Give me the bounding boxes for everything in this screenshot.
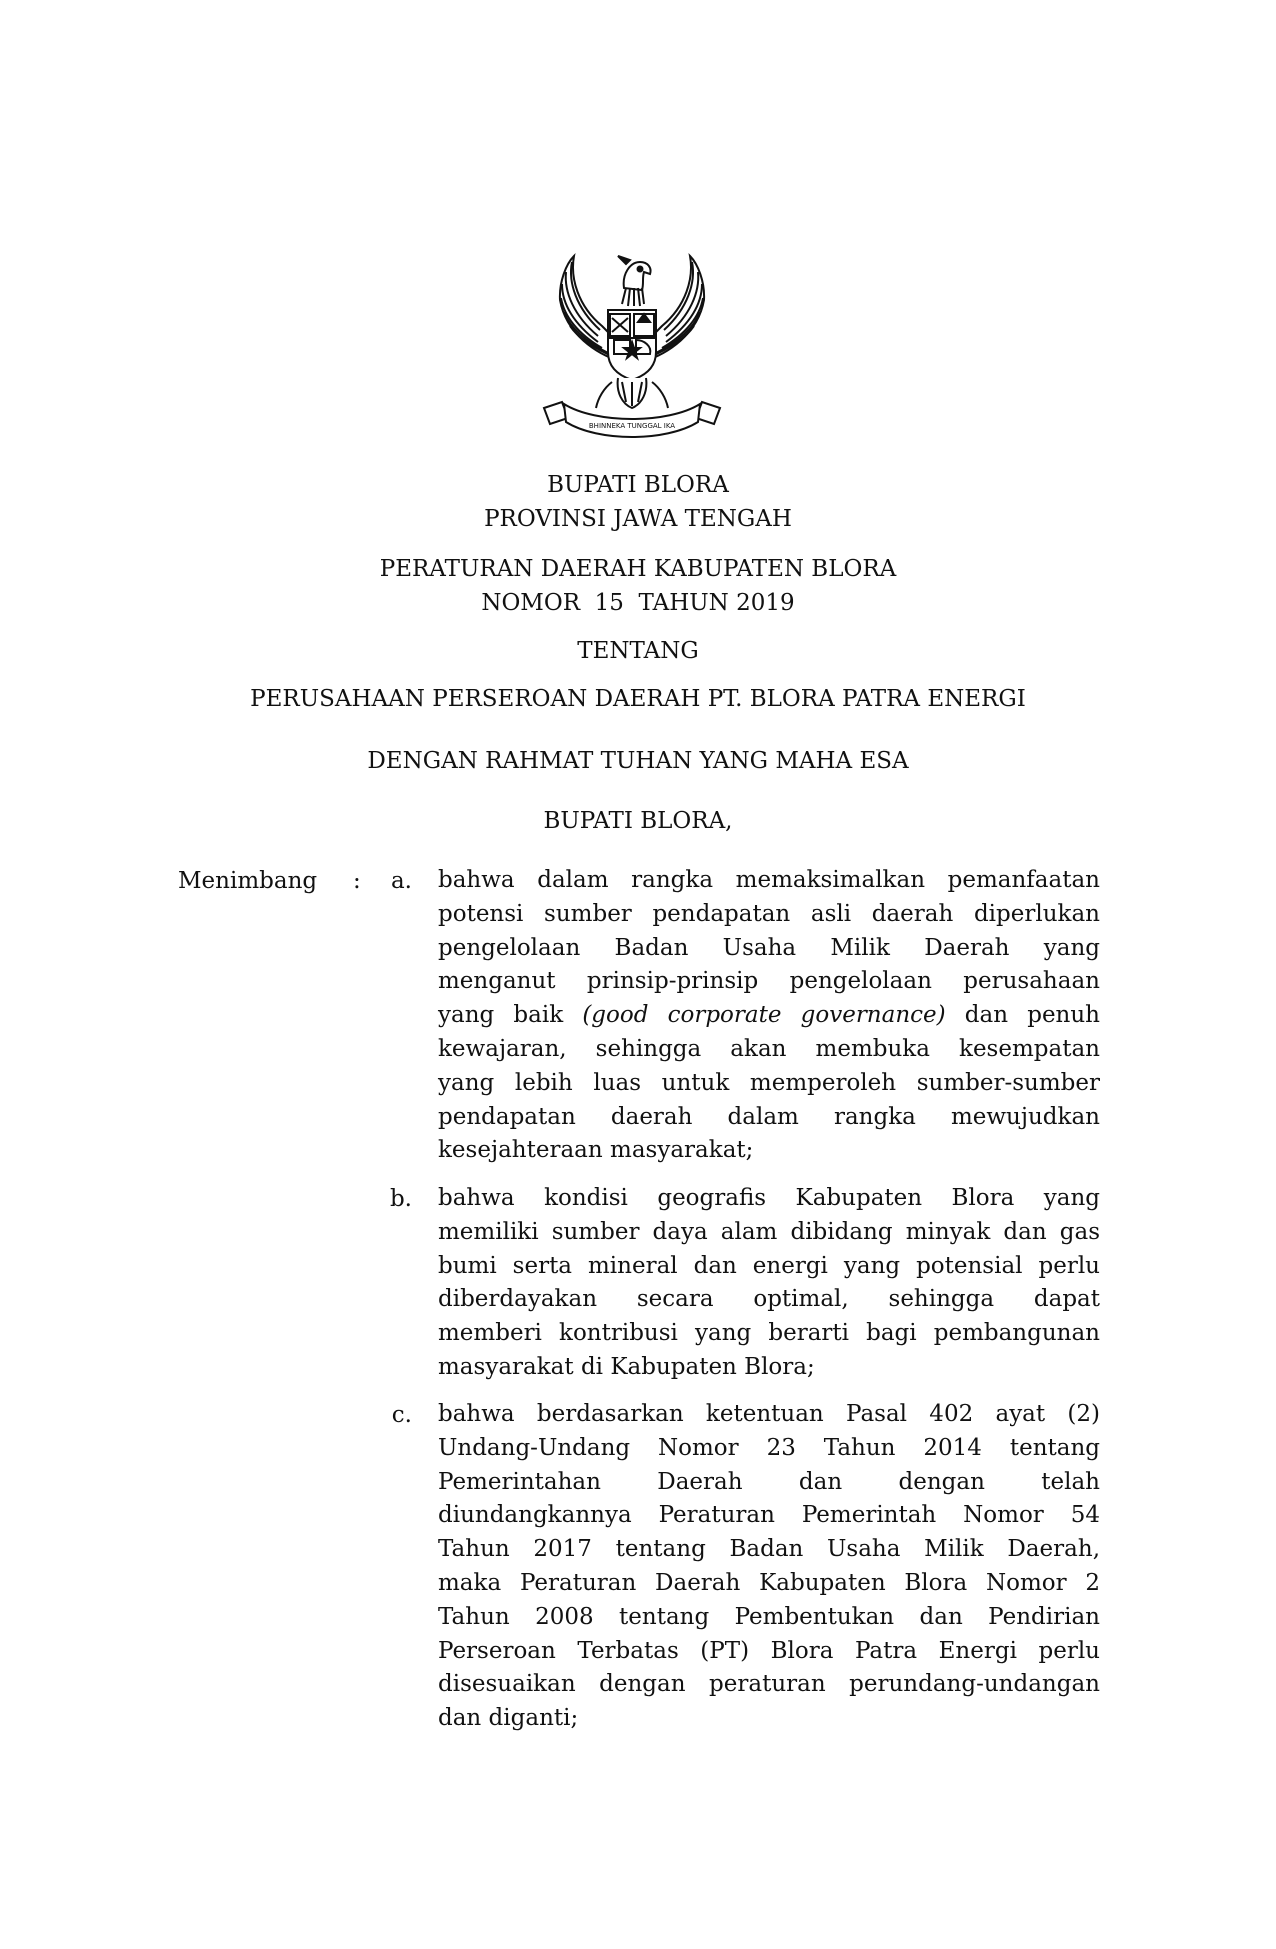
item-line: kesejahteraan masyarakat; <box>438 1137 754 1164</box>
item-line: pengelolaan Badan Usaha Milik Daerah yang <box>438 934 1100 961</box>
regulation-title: PERATURAN DAERAH KABUPATEN BLORA <box>379 556 897 582</box>
item-marker-c: c. <box>391 1402 412 1428</box>
item-line: diberdayakan secara optimal, sehingga dapat <box>438 1286 1100 1313</box>
considering-label: Menimbang <box>178 868 318 894</box>
consideration-item-c <box>438 1398 1100 1736</box>
item-line: Tahun 2017 tentang Badan Usaha Milik Daerah, <box>438 1536 1100 1563</box>
item-line: kewajaran, sehingga akan membuka kesempatan <box>438 1035 1100 1062</box>
item-line: Perseroan Terbatas (PT) Blora Patra Energi perlu <box>438 1637 1100 1664</box>
item-line: pendapatan daerah dalam rangka mewujudkan <box>438 1103 1100 1130</box>
item-line: bahwa kondisi geografis Kabupaten Blora yang <box>438 1185 1100 1211</box>
item-line: memberi kontribusi yang berarti bagi pembangunan <box>438 1320 1100 1347</box>
item-line: diundangkannya Peraturan Pemerintah Nomor 54 <box>438 1502 1100 1529</box>
garuda-pancasila-emblem <box>526 242 738 454</box>
consideration-item-b <box>438 1182 1100 1385</box>
item-line: bahwa dalam rangka memaksimalkan pemanfaatan <box>438 867 1100 893</box>
item-line: menganut prinsip-prinsip pengelolaan perusahaan <box>438 968 1100 995</box>
item-line: yang lebih luas untuk memperoleh sumber-sumber <box>438 1069 1100 1096</box>
blessing-line: DENGAN RAHMAT TUHAN YANG MAHA ESA <box>367 748 909 774</box>
italic-phrase: (good corporate governance) <box>582 1002 946 1029</box>
regent-line: BUPATI BLORA, <box>543 808 733 834</box>
considering-colon: : <box>353 868 361 894</box>
item-marker-b: b. <box>389 1186 412 1212</box>
item-line: Pemerintahan Daerah dan dengan telah <box>438 1468 1100 1495</box>
item-line: dan diganti; <box>438 1705 579 1732</box>
item-line: potensi sumber pendapatan asli daerah diperlukan <box>438 900 1100 927</box>
item-line: bahwa berdasarkan ketentuan Pasal 402 ayat (2) <box>438 1401 1100 1427</box>
item-line: disesuaikan dengan peraturan perundang-undangan <box>438 1671 1100 1698</box>
item-line: masyarakat di Kabupaten Blora; <box>438 1353 815 1380</box>
item-line: Tahun 2008 tentang Pembentukan dan Pendirian <box>438 1603 1100 1630</box>
item-line-start: yang baik <box>438 1002 583 1029</box>
office-title: BUPATI BLORA <box>547 472 729 498</box>
item-line: bumi serta mineral dan energi yang potensial perlu <box>438 1252 1100 1279</box>
item-line-with-italic <box>438 999 1100 1033</box>
emblem-motto: BHINNEKA TUNGGAL IKA <box>588 422 676 430</box>
item-line-end: dan penuh <box>945 1002 1100 1029</box>
regulation-number: NOMOR 15 TAHUN 2019 <box>481 590 795 616</box>
consideration-item-a <box>438 864 1100 1168</box>
regulation-subject: PERUSAHAAN PERSEROAN DAERAH PT. BLORA PATRA ENERGI <box>250 686 1026 712</box>
about-label: TENTANG <box>577 638 699 664</box>
item-line: memiliki sumber daya alam dibidang minyak dan gas <box>438 1218 1100 1245</box>
item-line: maka Peraturan Daerah Kabupaten Blora Nomor 2 <box>438 1569 1100 1596</box>
province-title: PROVINSI JAWA TENGAH <box>484 506 792 532</box>
item-line: Undang-Undang Nomor 23 Tahun 2014 tentang <box>438 1434 1100 1461</box>
item-marker-a: a. <box>390 868 412 894</box>
